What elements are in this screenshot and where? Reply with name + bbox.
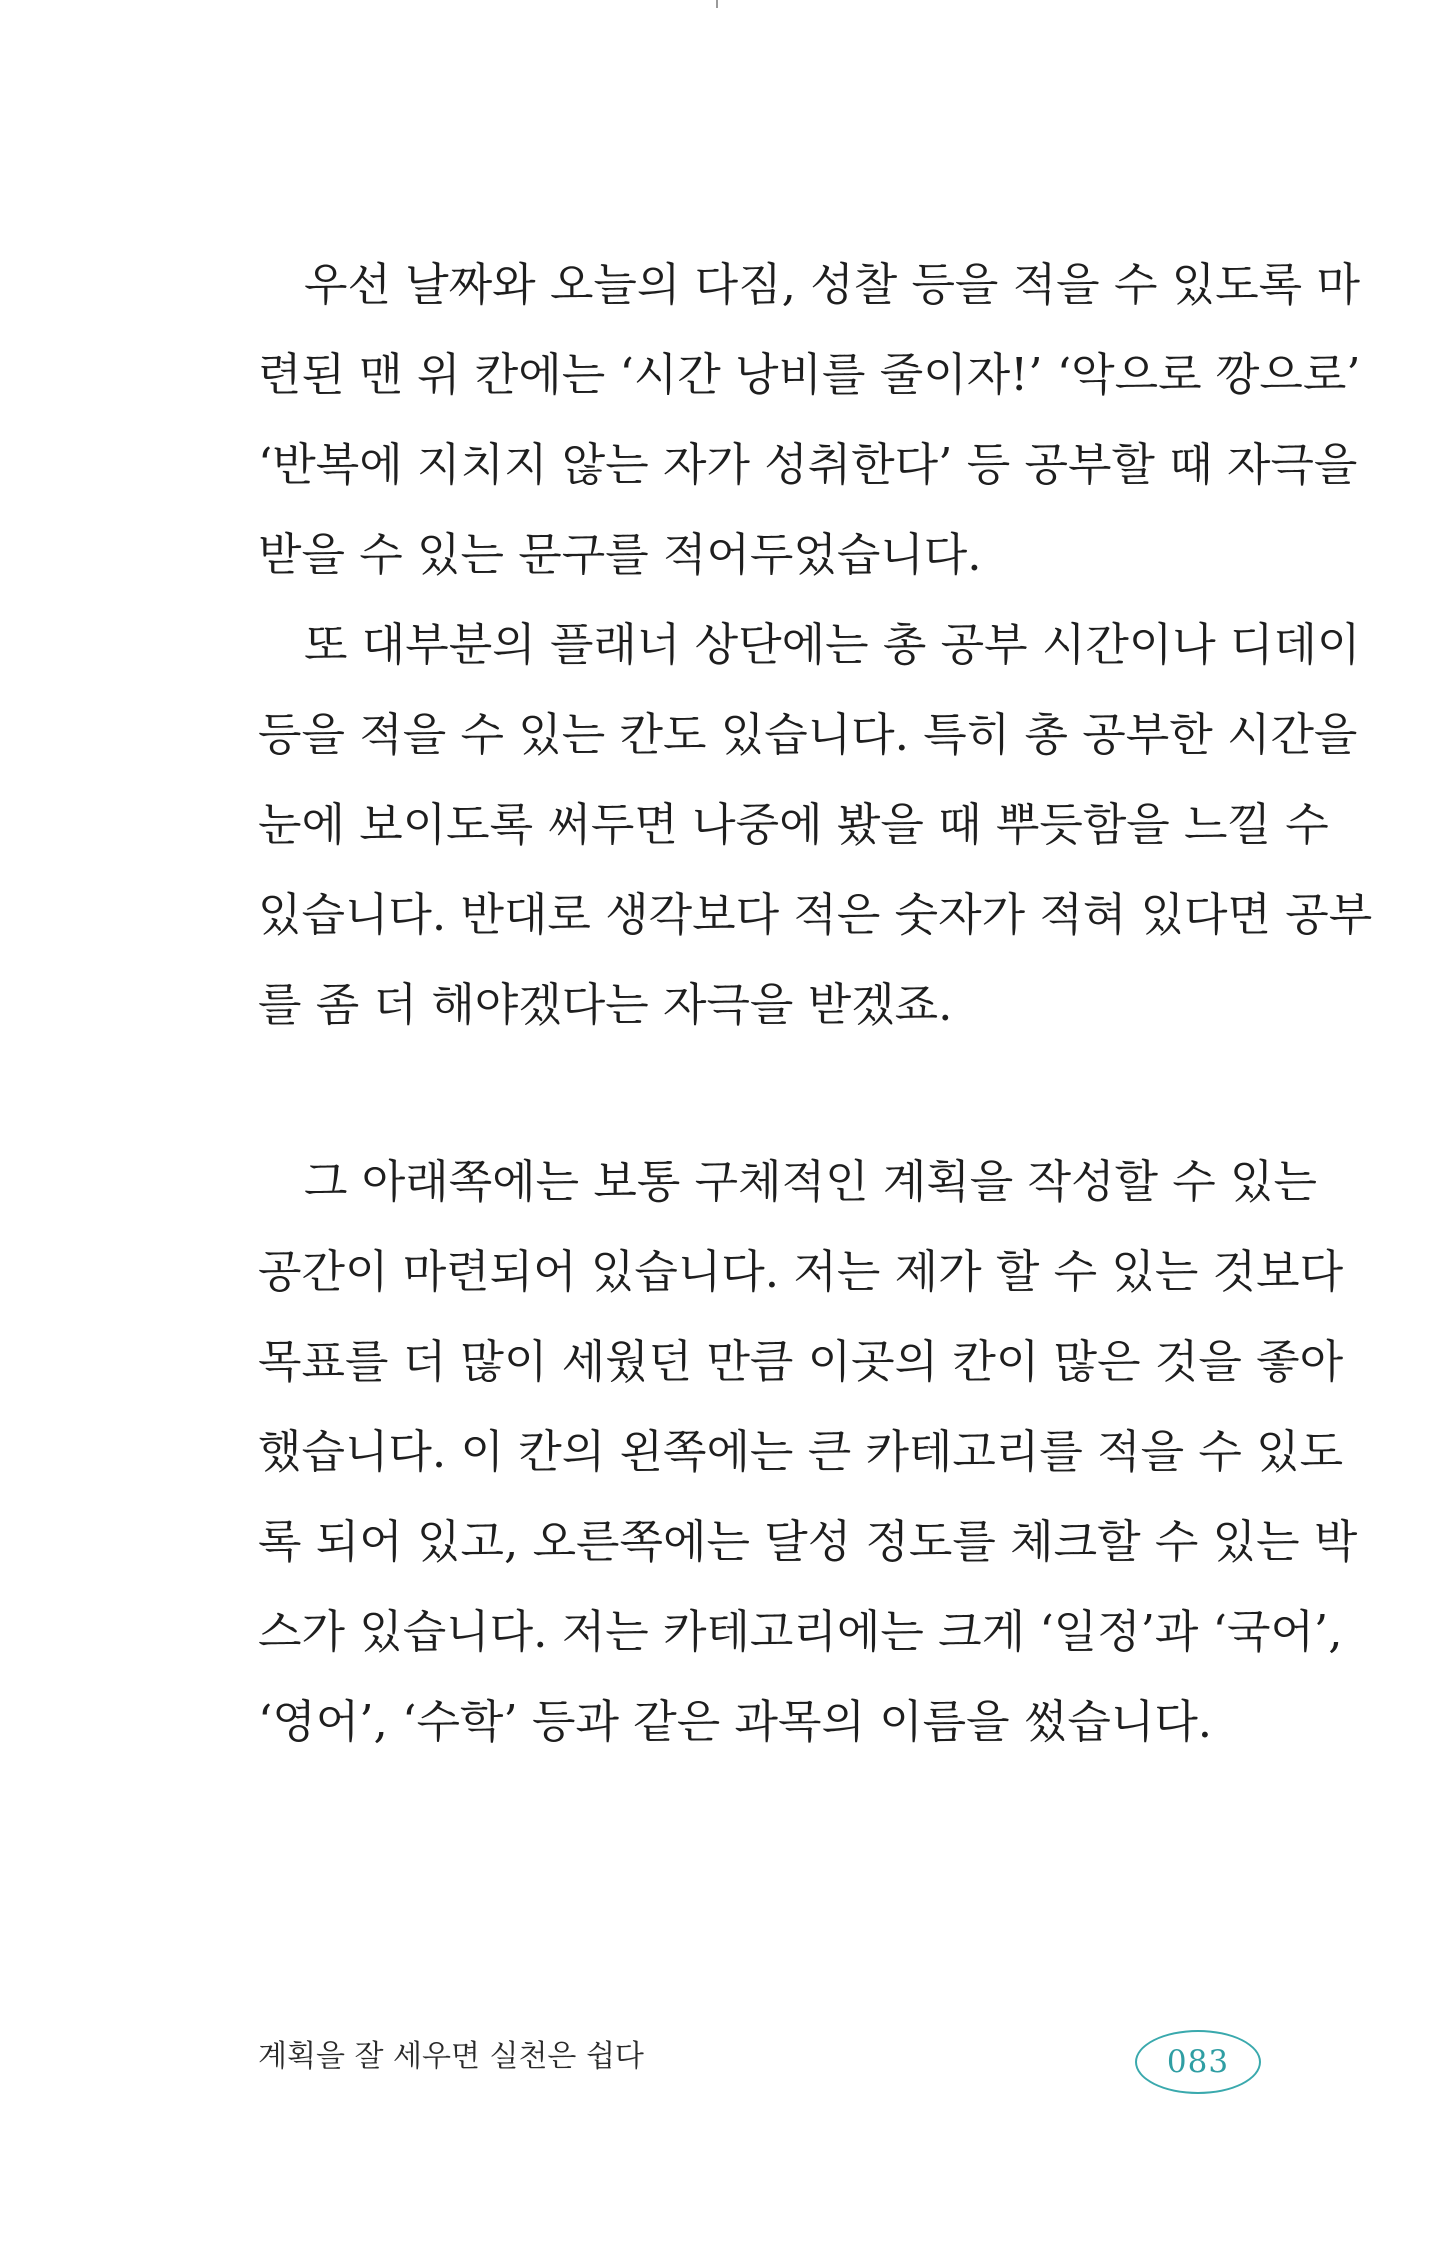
page-number-badge [1135,2030,1261,2094]
text-line: ‘영어’, ‘수학’ 등과 같은 과목의 이름을 썼습니다. [258,1695,1213,1748]
text-line: ‘반복에 지치지 않는 자가 성취한다’ 등 공부할 때 자극을 [258,438,1358,491]
text-line: 했습니다. 이 칸의 왼쪽에는 큰 카테고리를 적을 수 있도 [258,1425,1344,1478]
page-number: 083 [1166,2044,1230,2080]
paragraph-gap [258,1058,1258,1145]
text-line: 또 대부분의 플래너 상단에는 총 공부 시간이나 디데이 [304,618,1361,671]
text-line: 있습니다. 반대로 생각보다 적은 숫자가 적혀 있다면 공부 [258,888,1373,941]
text-line: 받을 수 있는 문구를 적어두었습니다. [258,528,982,581]
text-line: 공간이 마련되어 있습니다. 저는 제가 할 수 있는 것보다 [258,1245,1344,1298]
running-footer-title: 계획을 잘 세우면 실천은 쉽다 [258,2039,644,2074]
text-line: 련된 맨 위 칸에는 ‘시간 낭비를 줄이자!’ ‘악으로 깡으로’ [258,348,1361,401]
text-line: 눈에 보이도록 써두면 나중에 봤을 때 뿌듯함을 느낄 수 [258,798,1329,851]
top-crop-mark [716,0,718,8]
text-line: 그 아래쪽에는 보통 구체적인 계획을 작성할 수 있는 [304,1155,1318,1208]
text-line: 목표를 더 많이 세웠던 만큼 이곳의 칸이 많은 것을 좋아 [258,1335,1344,1388]
text-line: 록 되어 있고, 오른쪽에는 달성 정도를 체크할 수 있는 박 [258,1515,1358,1568]
text-line: 우선 날짜와 오늘의 다짐, 성찰 등을 적을 수 있도록 마 [304,258,1360,311]
body-text [258,248,1373,1775]
text-line: 스가 있습니다. 저는 카테고리에는 크게 ‘일정’과 ‘국어’, [258,1605,1343,1658]
text-line: 등을 적을 수 있는 칸도 있습니다. 특히 총 공부한 시간을 [258,708,1358,761]
text-line: 를 좀 더 해야겠다는 자극을 받겠죠. [258,978,953,1031]
